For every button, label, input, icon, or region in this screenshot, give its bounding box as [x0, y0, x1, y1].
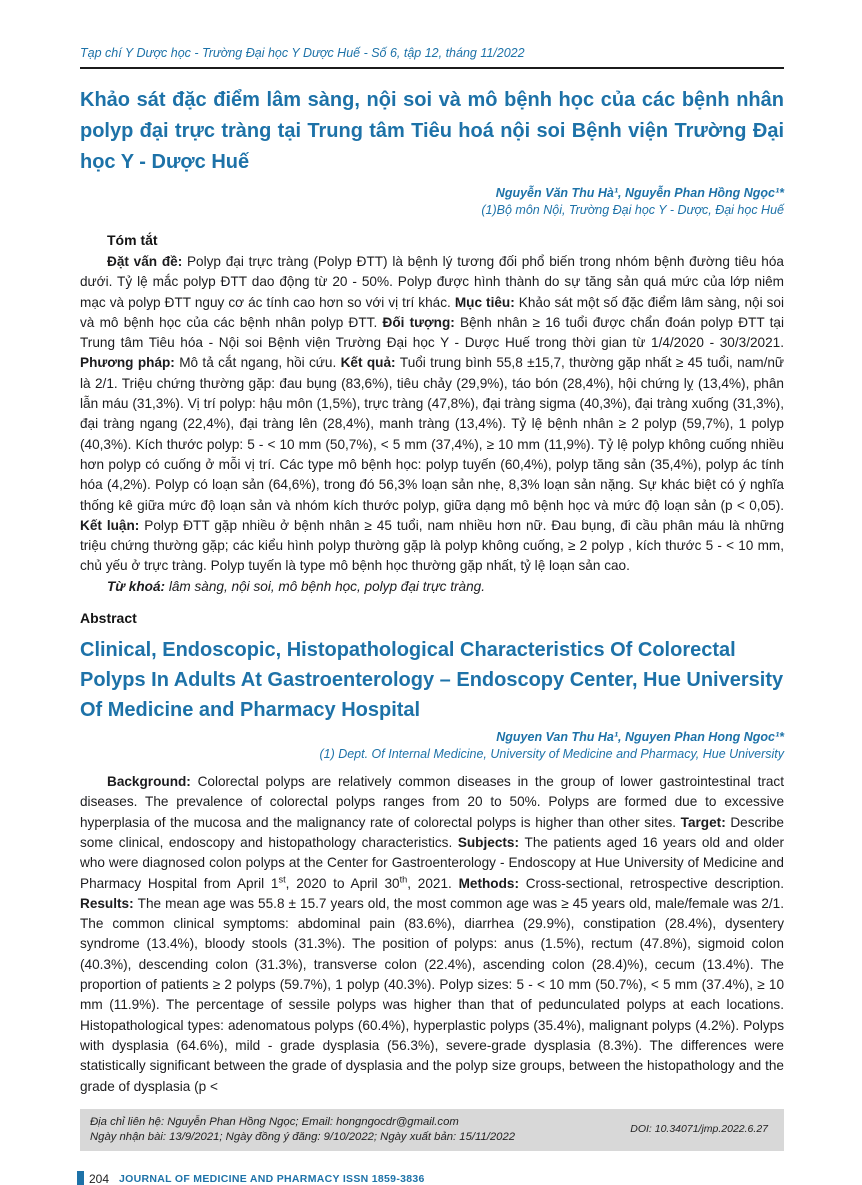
- article-info-contact: [90, 1115, 515, 1145]
- footer-accent-bar: [77, 1171, 84, 1185]
- contact-line: Địa chỉ liên hệ: Nguyễn Phan Hồng Ngọc; Email: hongngocdr@gmail.com: [90, 1115, 459, 1128]
- affiliation-vietnamese: (1)Bộ môn Nội, Trường Đại học Y - Dược, Đại học Huế: [481, 203, 784, 217]
- abstract-english: Background: Colorectal polyps are relatively common diseases in the group of lower gastrointestinal tract diseases. The prevalence of colorectal polyps ranges from 20 to 50%. Polyps are formed due to excessive hyperplasia of the mucosa and the malignancy rate of colorectal polyps is higher than other sites. Target: Describe some clinical, endoscopy and histopathology characteristics. Subjects: The patients aged 16 years old and older who were diagnosed colon polyps at the Center for Gastroenterology - Endoscopy at Hue University of Medicine and Pharmacy Hospital from April 1st, 2020 to April 30th, 2021. Methods: Cross-sectional, retrospective description. Results: The mean age was 55.8 ± 15.7 years old, the most common age was ≥ 45 years old, male/female was 2/1. The common clinical symptoms: abdominal pain (83.6%), diarrhea (29.9%), constipation (28.4%), dysentery syndrome (13.4%), bloody stools (31.3%). The position of polyps: anus (1.5%), rectum (47.8%), sigmoid colon (40.3%), descending colon (31.3%), transverse colon (22.4%), ascending colon (28.4)%), cecum (13.4%). The proportion of patients ≥ 2 polyps (59.7%), 1 polyp (40.3%). Polyp sizes: 5 - < 10 mm (50.7%), < 5 mm (37.4%), ≥ 10 mm (11.9%). The percentage of sessile polyps was higher than that of pedunculated polyps at each locations. Histopathological types: adenomatous polyps (60.4%), hyperplastic polyps (35.4%), malignant polyps (4.2%). Polyps with dysplasia (64.6%), mild - grade dysplasia (56.3%), severe-grade dysplasia (8.3%). The differences were statistically significant between the grade of dysplasia and the polyp size groups, between the histopathology and the grade of dysplasia (p <: [80, 774, 785, 1094]
- authors-vietnamese: Nguyễn Văn Thu Hà¹, Nguyễn Phan Hồng Ngọc¹*: [495, 186, 784, 200]
- article-title-english: Clinical, Endoscopic, Histopathological Characteristics Of Colorectal Polyps In Adults At Gastroenterology – Endoscopy Center, Hue University Of Medicine and Pharmacy Hospital: [80, 639, 784, 722]
- header-rule: [80, 67, 784, 69]
- byline-vietnamese: [80, 185, 784, 219]
- keywords-vietnamese: Từ khoá: lâm sàng, nội soi, mô bệnh học, polyp đại trực tràng.: [107, 578, 485, 594]
- running-head: Tạp chí Y Dược học - Trường Đại học Y Dược Huế - Số 6, tập 12, tháng 11/2022: [80, 46, 525, 60]
- article-info-bar: [80, 1109, 784, 1151]
- doi-label: DOI: 10.34071/jmp.2022.6.27: [630, 1123, 768, 1136]
- affiliation-english: (1) Dept. Of Internal Medicine, University of Medicine and Pharmacy, Hue University: [319, 747, 784, 762]
- journal-name: JOURNAL OF MEDICINE AND PHARMACY ISSN 1859-3836: [119, 1173, 425, 1185]
- byline-english: [80, 729, 784, 763]
- section-heading-tom-tat: Tóm tắt: [107, 232, 158, 248]
- authors-english: Nguyen Van Thu Ha¹, Nguyen Phan Hong Ngoc¹*: [496, 730, 784, 745]
- article-title-vietnamese: Khảo sát đặc điểm lâm sàng, nội soi và mô bệnh học của các bệnh nhân polyp đại trực tràng tại Trung tâm Tiêu hoá nội soi Bệnh viện Trường Đại học Y - Dược Huế: [80, 89, 784, 173]
- section-heading-abstract: Abstract: [80, 610, 137, 627]
- page-number: 204: [89, 1172, 110, 1185]
- dates-line: Ngày nhận bài: 13/9/2021; Ngày đồng ý đăng: 9/10/2022; Ngày xuất bản: 15/11/2022: [90, 1130, 516, 1143]
- abstract-vietnamese: Đặt vấn đề: Polyp đại trực tràng (Polyp ĐTT) là bệnh lý tương đối phổ biến trong nhóm bệnh đường tiêu hóa dưới. Tỷ lệ mắc polyp ĐTT dao động từ 20 - 50%. Polyp được hình thành do sự tăng sản quá mức của lớp niêm mạc và polyp ĐTT nguy cơ ác tính cao hơn so với vị trí khác. Mục tiêu: Khảo sát một số đặc điểm lâm sàng, nội soi và mô bệnh học của các bệnh nhân polyp ĐTT. Đối tượng: Bệnh nhân ≥ 16 tuổi được chẩn đoán polyp ĐTT tại Trung tâm Tiêu hóa - Nội soi Bệnh viện Trường Đại học Y - Dược Huế trong thời gian từ 1/4/2020 - 30/3/2021. Phương pháp: Mô tả cắt ngang, hồi cứu. Kết quả: Tuổi trung bình 55,8 ±15,7, thường gặp nhất ≥ 45 tuổi, nam/nữ là 2/1. Triệu chứng thường gặp: đau bụng (83,6%), tiêu chảy (29,9%), táo bón (28,4%), hội chứng lỵ (13,4%), phân lẫn máu (31,3%). Vị trí polyp: hậu môn (1,5%), trực tràng (47,8%), đại tràng sigma (40,3%), đại tràng xuống (31,3%), đại tràng ngang (22,4%), đại tràng lên (28,4%), manh tràng (13,4%). Tỷ lệ bệnh nhân ≥ 2 polyp (59,7%), 1 polyp (40,3%). Kích thước polyp: 5 - < 10 mm (50,7%), < 5 mm (37,4%), ≥ 10 mm (11,9%). Tỷ lệ polyp không cuống nhiều hơn polyp có cuống ở mỗi vị trí. Các type mô bệnh học: polyp tuyến (60,4%), polyp tăng sản (35,4%), polyp ác tính hóa (4,2%). Polyp có loạn sản (64,6%), trong đó 56,3% loạn sản nhẹ, 8,3% loạn sản nặng. Sự khác biệt có ý nghĩa thống kê giữa mức độ loạn sản và nhóm kích thước polyp, giữa dạng mô bệnh học và mức độ loạn sản (p < 0,05). Kết luận: Polyp ĐTT gặp nhiều ở bệnh nhân ≥ 45 tuổi, nam nhiều hơn nữ. Đau bụng, đi cầu phân máu là những triệu chứng thường gặp; các kiểu hình polyp thường gặp là polyp không cuống, ≥ 2 polyp , kích thước 5 - < 10 mm, chủ yếu ở trực tràng. Polyp tuyến là type mô bệnh học thường gặp nhất, tỷ lệ loạn sản cao.: [80, 254, 785, 574]
- page-footer: [77, 1171, 784, 1185]
